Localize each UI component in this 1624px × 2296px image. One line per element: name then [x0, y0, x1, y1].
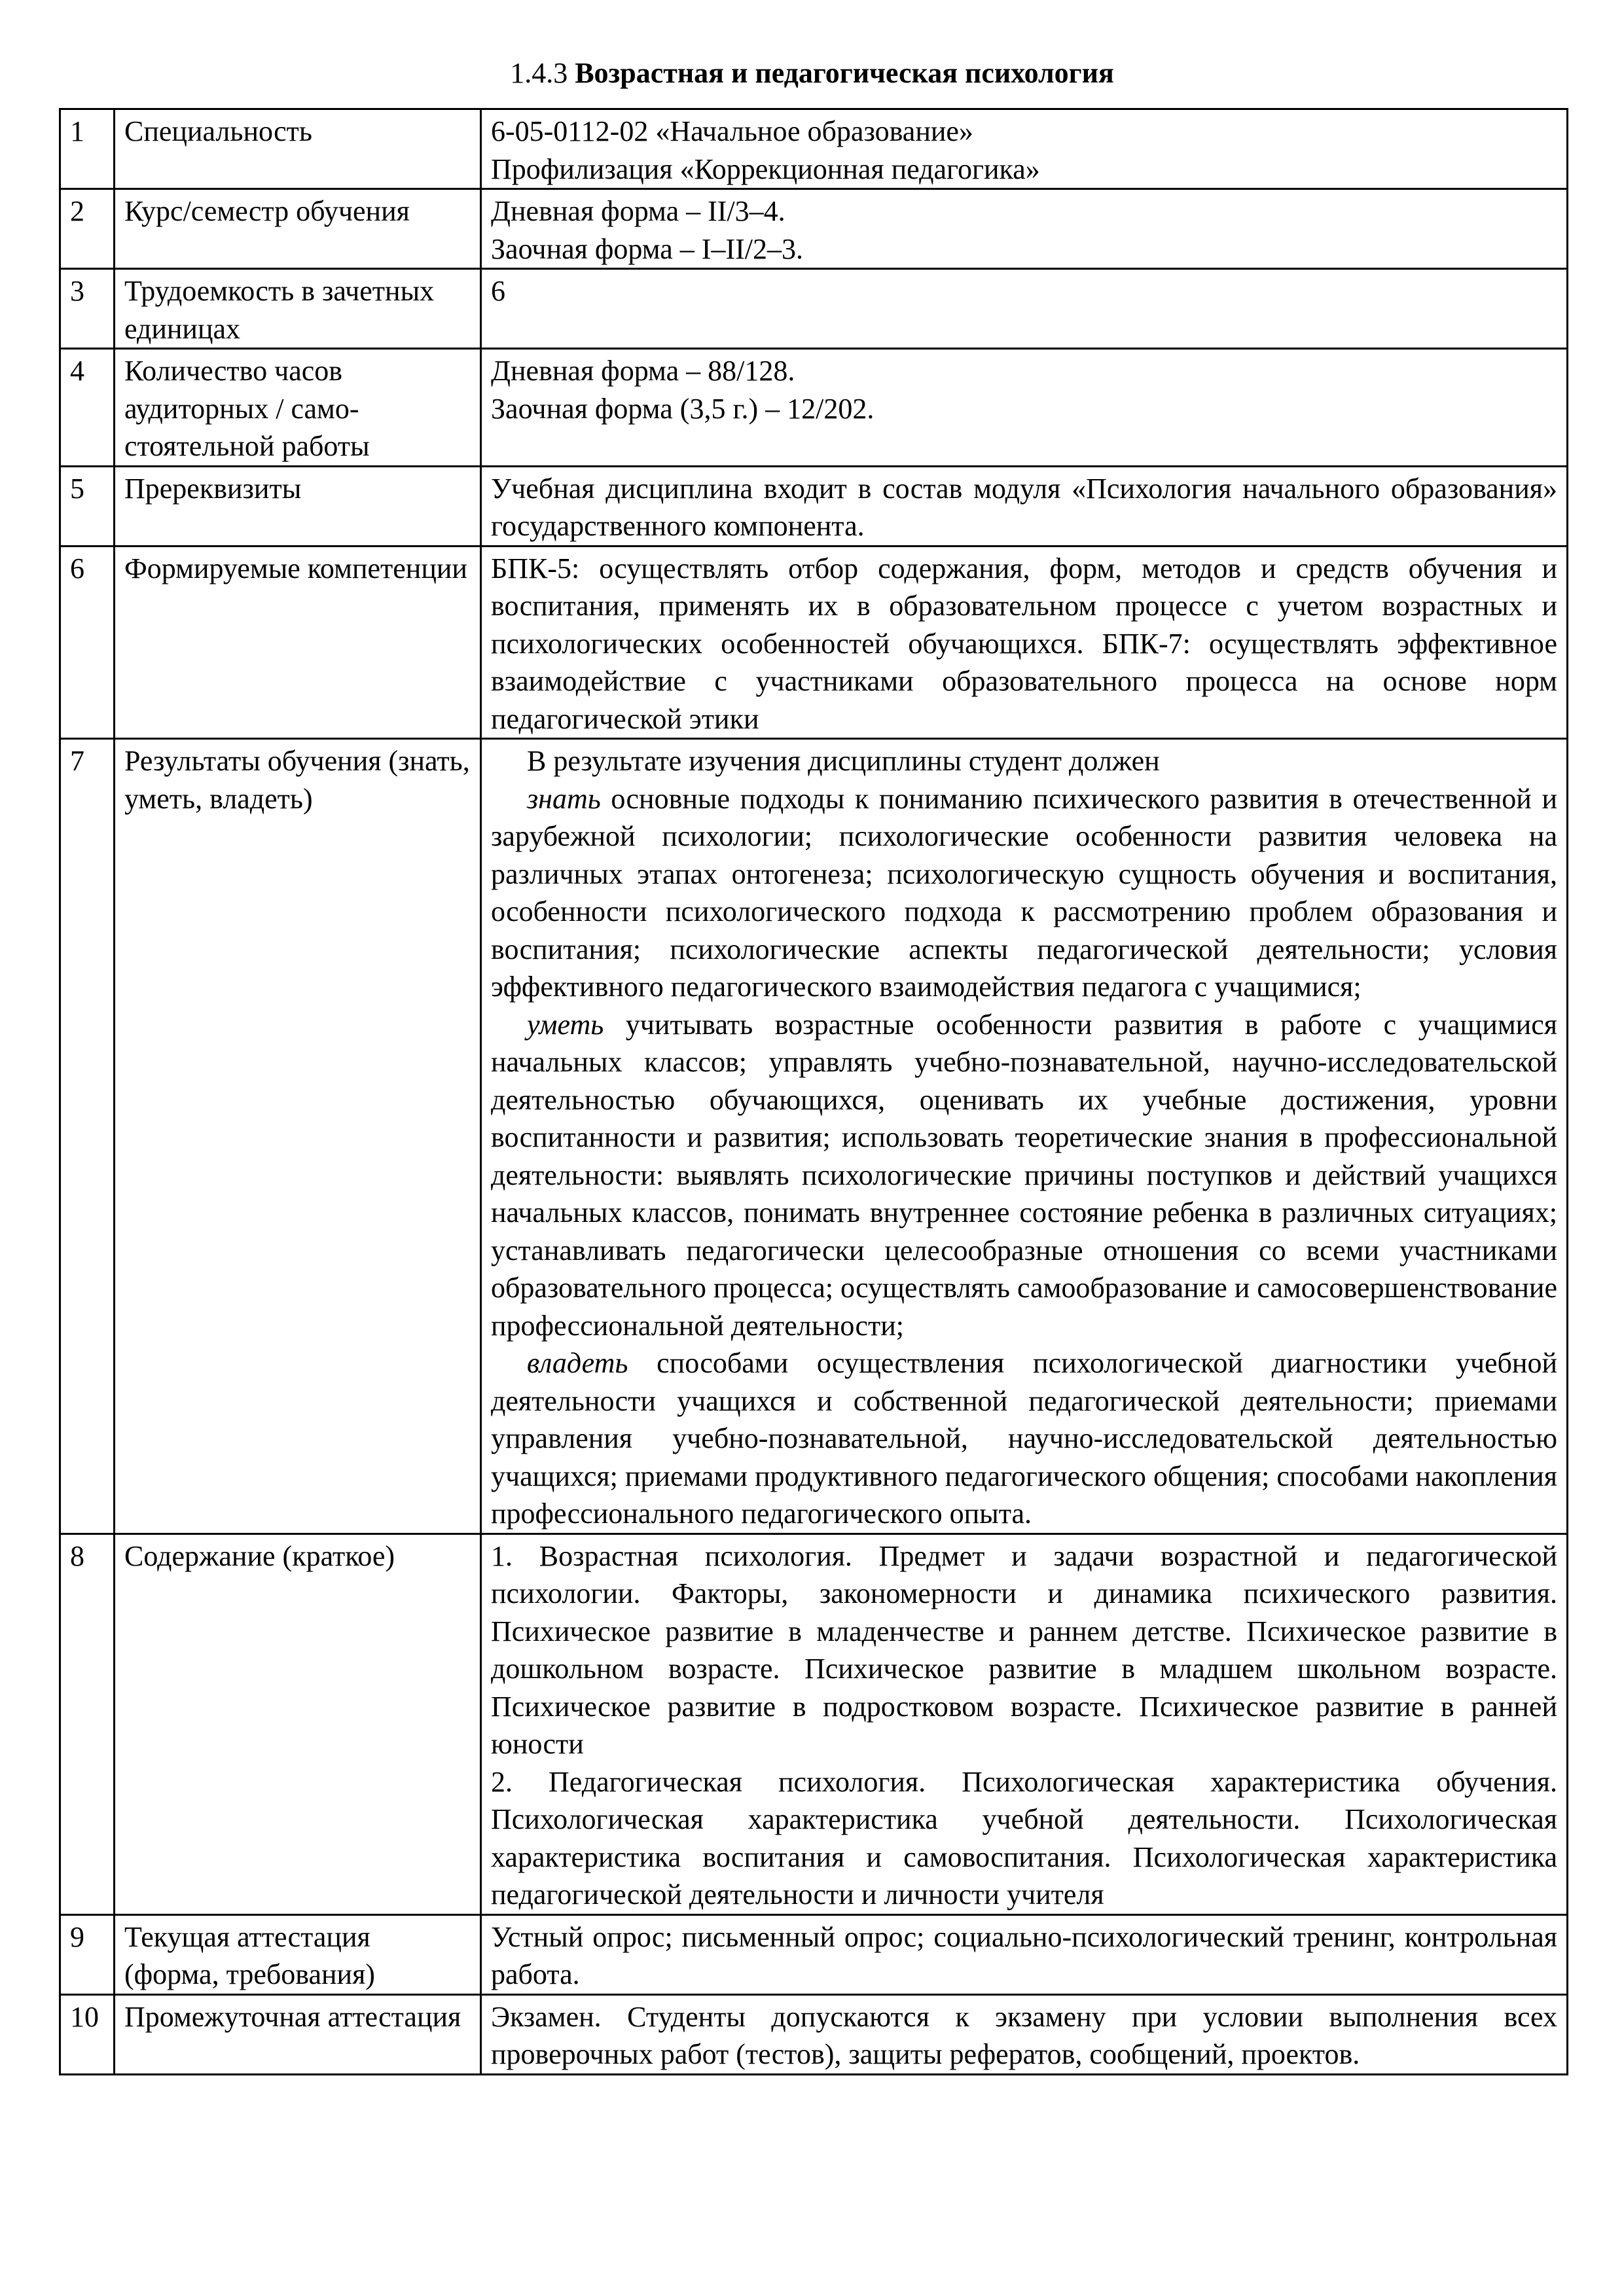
row-number: 5: [60, 466, 115, 546]
discipline-table: [59, 108, 1568, 2075]
row-value: [481, 1534, 1568, 1914]
row-number: 6: [60, 546, 115, 739]
table-row: [60, 269, 1568, 349]
row-label: Текущая аттестация (форма, требования): [115, 1914, 481, 1994]
row-label: Формируемые компетенции: [115, 546, 481, 739]
page-title: [0, 54, 1624, 93]
value-line: 6-05-0112-02 «Начальное образование»: [491, 115, 973, 147]
value-line: Заочная форма (3,5 г.) – 12/202.: [491, 392, 875, 425]
row-number: 7: [60, 739, 115, 1534]
row-label: Трудоемкость в зачетных единицах: [115, 269, 481, 349]
row-value: Устный опрос; письменный опрос; социально-психологический тренинг, контрольная работа.: [481, 1914, 1568, 1994]
table-row: [60, 109, 1568, 189]
results-own: [491, 1344, 1557, 1533]
table-row: [60, 546, 1568, 739]
table-row: [60, 189, 1568, 269]
table-row: [60, 1914, 1568, 1994]
content-part-2: 2. Педагогическая психология. Психологическая характеристика обучения. Психологическая характеристика учебной деятельности. Психологическая характеристика воспитания и самовоспитания. Психологическая характеристика педагогической деятельности и личности учителя: [491, 1765, 1557, 1910]
row-value: [481, 349, 1568, 467]
row-value: [481, 189, 1568, 269]
know-text: основные подходы к пониманию психического развития в отечественной и зарубежной психологии; психологические особенности развития человека на различных этапах онтогенеза; психологическую сущность обучения и воспитания, особенности психологического подхода к рассмотрению проблем образования и воспитания; психологические аспекты педагогической деятельности; условия эффективного педагогического взаимодействия педагога с учащимися;: [491, 782, 1557, 1003]
row-number: 10: [60, 1994, 115, 2074]
row-number: 1: [60, 109, 115, 189]
own-keyword: владеть: [527, 1347, 628, 1379]
can-text: учитывать возрастные особенности развития в работе с учащимися начальных классов; управлять учебно-познавательной, научно-исследовательской деятельностью обучающихся, оценивать их учебные достижения, уровни воспитанности и развития; использовать теоретические знания в профессиональной деятельности: выявлять психологические причины поступков и действий учащихся начальных классов, понимать внутреннее состояние ребенка в различных ситуациях; устанавливать педагогически целесообразные отношения со всеми участниками образовательного процесса; осуществлять самообразование и самосовершенствование профессиональной деятельности;: [491, 1008, 1557, 1342]
value-line: Дневная форма – II/3–4.: [491, 195, 785, 227]
results-intro: В результате изучения дисциплины студент должен: [527, 745, 1160, 777]
results-know: [491, 780, 1557, 1006]
row-value: [481, 109, 1568, 189]
content-part-1: 1. Возрастная психология. Предмет и задачи возрастной и педагогической психологии. Факторы, закономерности и динамика психического развития. Психическое развитие в младенчестве и раннем детстве. Психическое развитие в дошкольном возрасте. Психическое развитие в младшем школьном возрасте. Психическое развитие в подростковом возрасте. Психическое развитие в ранней юности: [491, 1539, 1557, 1760]
row-value: Экзамен. Студенты допускаются к экзамену при условии выполнения всех проверочных работ (тестов), защиты рефератов, сообщений, проектов.: [481, 1994, 1568, 2074]
discipline-name: Возрастная и педагогическая психология: [575, 57, 1114, 89]
results-can: [491, 1006, 1557, 1345]
row-number: 2: [60, 189, 115, 269]
row-label: Содержание (краткое): [115, 1534, 481, 1914]
table-row: [60, 739, 1568, 1534]
row-label: Специальность: [115, 109, 481, 189]
row-value: Учебная дисциплина входит в состав модуля «Психология начального образования» государственного компонента.: [481, 466, 1568, 546]
can-keyword: уметь: [527, 1008, 604, 1041]
row-label: Курс/семестр обучения: [115, 189, 481, 269]
row-number: 8: [60, 1534, 115, 1914]
value-line: Дневная форма – 88/128.: [491, 355, 795, 387]
table-row: [60, 1994, 1568, 2074]
row-value: БПК-5: осуществлять отбор содержания, форм, методов и средств обучения и воспитания, применять их в образовательном процессе с учетом возрастных и психологических особенностей обучающихся. БПК-7: осуществлять эффективное взаимодействие с участниками образовательного процесса на основе норм педагогической этики: [481, 546, 1568, 739]
table-row: [60, 466, 1568, 546]
value-line: 6: [491, 275, 505, 307]
table-row: [60, 349, 1568, 467]
section-number: 1.4.3: [510, 57, 568, 89]
value-line: Заочная форма – I–II/2–3.: [491, 232, 803, 265]
row-value: [481, 739, 1568, 1534]
row-label: Пререквизиты: [115, 466, 481, 546]
value-line: Профилизация «Коррекционная педагогика»: [491, 152, 1040, 185]
row-value: [481, 269, 1568, 349]
row-number: 4: [60, 349, 115, 467]
row-label: Количество часов аудиторных / само-стоятельной работы: [115, 349, 481, 467]
row-label: Результаты обучения (знать, уметь, владеть): [115, 739, 481, 1534]
own-text: способами осуществления психологической диагностики учебной деятельности учащихся и собственной педагогической деятельности; приемами управления учебно-познавательной, научно-исследовательской деятельностью учащихся; приемами продуктивного педагогического общения; способами накопления профессионального педагогического опыта.: [491, 1347, 1557, 1530]
know-keyword: знать: [527, 782, 601, 815]
row-number: 9: [60, 1914, 115, 1994]
row-label: Промежуточная аттестация: [115, 1994, 481, 2074]
table-row: [60, 1534, 1568, 1914]
row-number: 3: [60, 269, 115, 349]
